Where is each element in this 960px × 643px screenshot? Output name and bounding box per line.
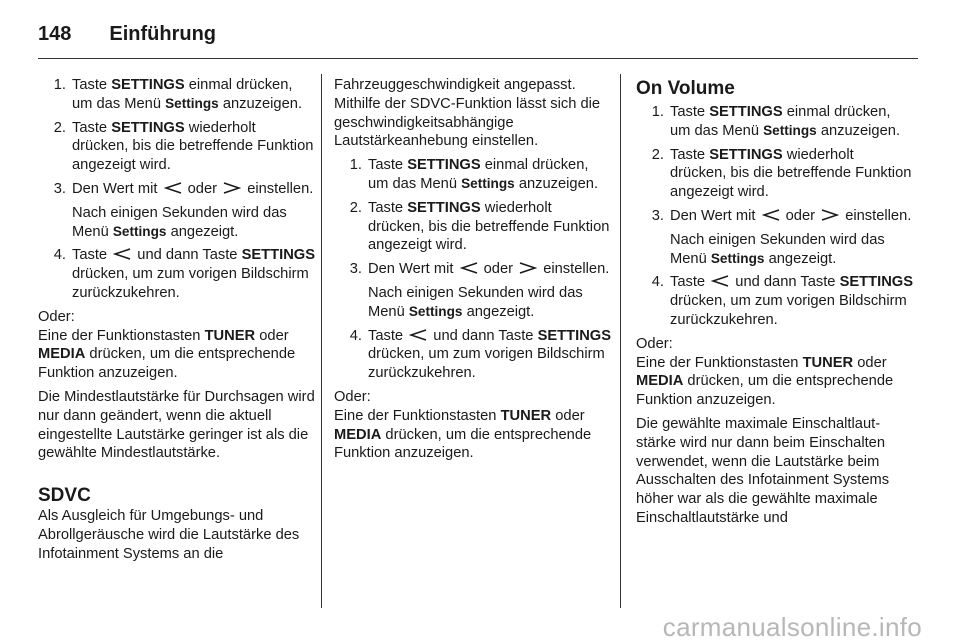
step-number: 2. [53,119,66,136]
settings-key: SETTINGS [111,119,185,136]
page-number: 148 [38,22,72,45]
sdvc-heading: SDVC [38,485,91,507]
settings-key: SETTINGS [407,199,481,216]
media-key: MEDIA [636,373,684,390]
step-number: 1. [53,77,66,93]
function-keys-text: Eine der Funktionstasten TUNER oder MEDIA drücken, um die entsprechende Funktion anzuzeigen. [636,354,894,409]
function-keys-text: Eine der Funktionstasten TUNER oder MEDIA drücken, um die entsprechende Funktion anzuzeigen. [38,327,296,382]
step-number: 4. [651,274,664,291]
settings-key: SETTINGS [407,157,481,174]
step-number: 4. [349,327,362,344]
step-3: 3. Den Wert mit oder einstellen. Nach einigen Sekunden wird das Menü Settings angezeigt. [334,260,612,321]
min-volume-text: Die Mindestlautstärke für Durchsagen wird nur dann geändert, wenn die aktuell eingestellte Lautstärke geringer ist als die gewählte Mindestlautstärke. [38,388,315,462]
tuner-key: TUNER [500,407,552,424]
arrow-left-icon [113,248,131,260]
step-number: 2. [651,146,664,163]
settings-steps [334,156,612,383]
settings-steps [636,103,914,330]
oder-label: Oder: [334,388,371,405]
settings-key: SETTINGS [709,146,783,163]
arrow-left-icon [762,209,780,221]
column-3 [636,78,914,533]
watermark: carmanualsonline.info [662,612,922,642]
sdvc-text: Als Ausgleich für Umgebungs- und Abrollgeräusche wird die Lautstärke des Infotainment Systems an die [38,508,300,562]
sdvc-continued-text: Fahrzeuggeschwindigkeit angepasst. Mithilfe der SDVC-Funktion lässt sich die geschwindigkeitsabhängige Lautstärkeanhebung einstellen. [334,77,601,150]
step-2: 2. Taste SETTINGS wiederholt drücken, bis die betreffende Funktion angezeigt wird. [38,119,316,175]
step-3: 3. Den Wert mit oder einstellen. Nach einigen Sekunden wird das Menü Settings angezeigt. [636,207,914,268]
on-volume-heading: On Volume [636,78,735,99]
tuner-key: TUNER [204,327,256,344]
settings-key: SETTINGS [111,77,185,93]
page-title: Einführung [109,22,217,45]
media-key: MEDIA [38,346,86,363]
tuner-key: TUNER [802,354,854,371]
oder-label: Oder: [38,308,75,325]
settings-menu-label: Settings [408,303,463,319]
settings-key: SETTINGS [241,247,316,264]
column-divider-1 [321,74,322,608]
settings-menu-label: Settings [710,250,765,266]
media-key: MEDIA [334,426,382,443]
function-keys-text: Eine der Funktionstasten TUNER oder MEDIA drücken, um die entsprechende Funktion anzuzeigen. [334,407,592,462]
settings-menu-label: Settings [165,95,219,111]
step-number: 3. [651,207,664,224]
settings-menu-label: Settings [763,122,817,138]
step-number: 3. [349,261,362,278]
on-volume-text: Die gewählte maximale Einschaltlautstärke wird nur dann beim Einschalten verwendet, wenn die Lautstärke beim Ausschalten des Infotainment Systems höher war als die gewählte maximale Einschaltlautstärke und [636,415,890,526]
step-4: 4. Taste und dann Taste SETTINGS drücken, um zum vorigen Bildschirm zurückzukehren. [636,273,914,329]
settings-menu-label: Settings [112,223,167,239]
column-1 [38,76,316,569]
step-number: 3. [53,180,66,197]
step-2: 2. Taste SETTINGS wiederholt drücken, bis die betreffende Funktion angezeigt wird. [636,146,914,202]
step-number: 1. [651,104,664,120]
step-number: 4. [53,247,66,264]
settings-steps [38,76,316,303]
step-4: 4. Taste und dann Taste SETTINGS drücken, um zum vorigen Bildschirm zurückzukehren. [334,327,612,383]
arrow-right-icon [223,182,241,194]
settings-menu-label: Settings [461,175,515,191]
arrow-right-icon [821,209,839,221]
step-3: 3. Den Wert mit oder einstellen. Nach einigen Sekunden wird das Menü Settings angezeigt. [38,180,316,241]
oder-label: Oder: [636,335,673,352]
step-1: 1. Taste SETTINGS einmal drücken, um das Menü Settings anzuzeigen. [636,103,914,141]
arrow-left-icon [711,275,729,287]
settings-key: SETTINGS [839,274,914,291]
page-header [38,16,918,52]
arrow-left-icon [409,329,427,341]
settings-key: SETTINGS [709,104,783,120]
settings-key: SETTINGS [537,327,612,344]
step-1: 1. Taste SETTINGS einmal drücken, um das Menü Settings anzuzeigen. [38,76,316,114]
step-number: 1. [349,157,362,174]
step-2: 2. Taste SETTINGS wiederholt drücken, bis die betreffende Funktion angezeigt wird. [334,199,612,255]
arrow-left-icon [460,262,478,274]
step-number: 2. [349,199,362,216]
column-2 [334,76,612,468]
header-rule [38,58,918,59]
arrow-right-icon [519,262,537,274]
column-divider-2 [620,74,621,608]
arrow-left-icon [164,182,182,194]
step-1: 1. Taste SETTINGS einmal drücken, um das Menü Settings anzuzeigen. [334,156,612,194]
step-4: 4. Taste und dann Taste SETTINGS drücken, um zum vorigen Bildschirm zurückzukehren. [38,246,316,302]
